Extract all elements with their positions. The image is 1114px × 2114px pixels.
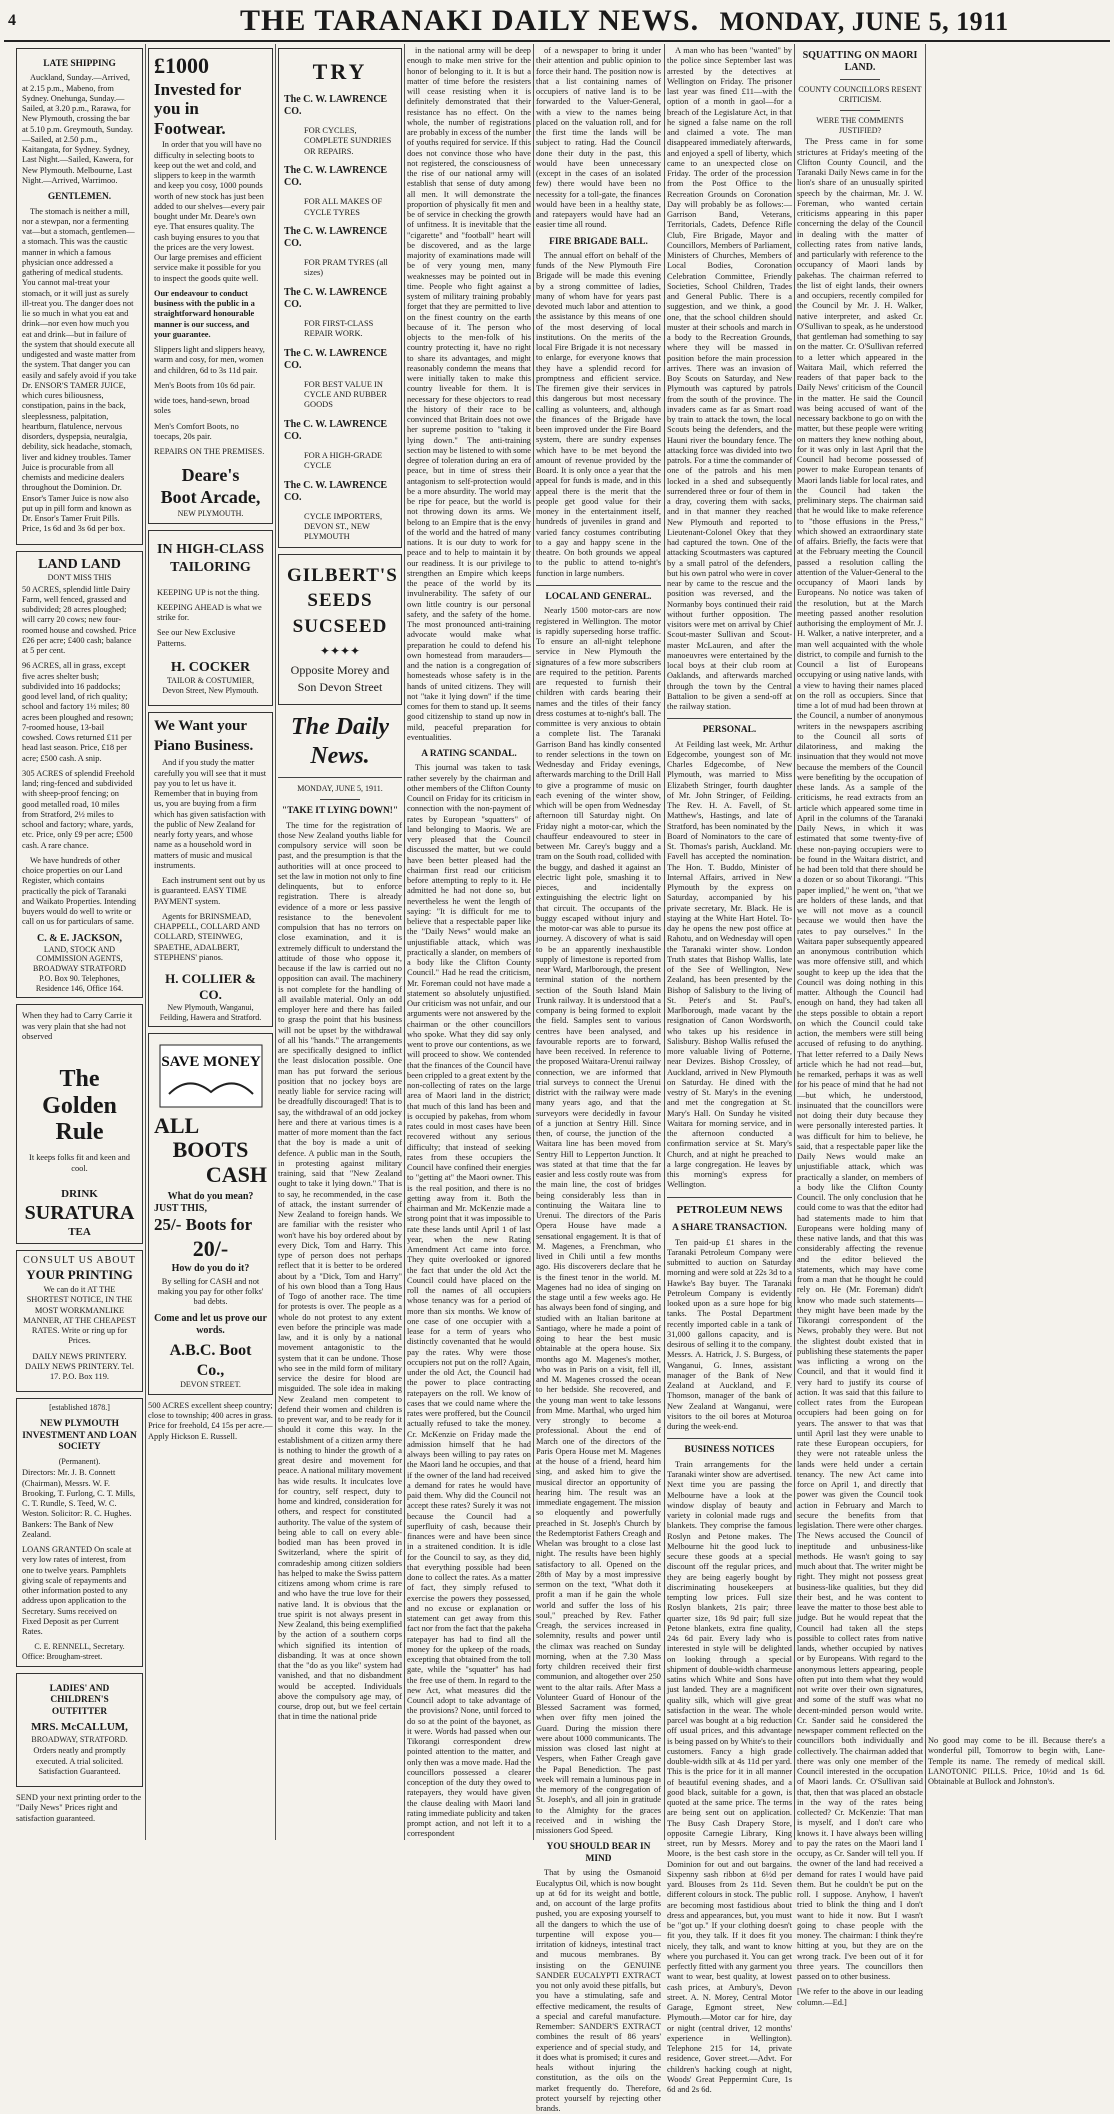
section-rule <box>667 1438 792 1439</box>
lawrence-entry <box>284 287 396 340</box>
tailoring-heading: IN HIGH-CLASS TAILORING <box>157 542 264 576</box>
lawrence-offer: CYCLE IMPORTERS, DEVON ST., NEW PLYMOUTH <box>304 511 383 542</box>
footwear-headline: £1000 <box>154 53 209 78</box>
column-1 <box>16 44 143 1840</box>
column-2 <box>148 44 273 1840</box>
lawrence-list <box>284 94 396 543</box>
price-20-text: 20/- <box>192 1235 229 1261</box>
personal-text: At Feilding last week, Mr. Arthur Edgecombe, youngest son of Mr. Charles Edgecombe, of New Plymouth, was married to Miss Elizabeth Stringer, fourth daughter of Mr. John Stringer, of Feilding. The Rev. H. A. Favell, of St. Matthew's, Hastings, and late of Stratford, has been nominated by the Board of Nominators to the care of St. Thomas's parish, Auckland. Mr. Favell has accepted the nomination. The Hon. T. Buddo, Minister of Internal Affairs, arrived in New Plymouth by the express on Saturday, accompanied by his private secretary, Mr. Black. He is staying at the White Hart Hotel. To-day he opens the new post office at Rahotu, and on Wednesday will open the Taranaki winter show. London Truth states that Bishop Wallis, late of the See of Wellington, New Zealand, has been presented by the Bishop of Salisbury to the living of St. Peter's and St. Paul's, Marlborough, made vacant by the resignation of Canon Wordsworth, who takes up his residence in Salisbury. Bishop Wallis refused the more valuable living of Potterne, near Devizes. Bishop Crossley, of Auckland, arrived in New Plymouth on Saturday. He dined with the vestry of St. Mary's in the evening and met the congregation at St. Mary's Hall. On Sunday he visited Waitara for morning service, and in the afternoon conducted a confirmation service at St. Mary's Church, and at night he preached to a large congregation. He leaves by this morning's express for Wellington. <box>667 739 792 1190</box>
try-heading: TRY <box>312 59 368 84</box>
golden-rule-heading: The Golden Rule <box>42 1066 117 1145</box>
lawrence-entry <box>284 348 396 411</box>
just-text: JUST THIS, <box>154 1203 207 1215</box>
squatting-subheading-2: WERE THE COMMENTS JUSTIFIED? <box>816 115 904 135</box>
sheep-country-text: 500 ACRES excellent sheep country; close to township; 400 acres in grass. Price for freehold, £4 15s per acre.—Apply Hickson E. Russell. <box>148 1400 273 1441</box>
cocker-name: H. COCKER <box>170 659 251 675</box>
footwear-widetoes: wide toes, hand-sewn, broad soles <box>154 396 250 416</box>
lawrence-offer: FOR CYCLES, COMPLETE SUNDRIES OR REPAIRS. <box>304 126 392 156</box>
lawrence-entry <box>284 94 396 157</box>
column-rule <box>145 44 146 1840</box>
column-8 <box>928 44 1105 1840</box>
boots-heading: BOOTS <box>172 1137 249 1163</box>
editor-note: [We refer to the above in our leading column.—Ed.] <box>797 1987 923 2007</box>
bear-in-mind-text: That by using the Osmanoid Eucalyptus Oil, which is now bought up at 6d for its weight and bottle, and, on account of the large profits pushed, you are exposing yourself to all the dangers to which the use of turpentine will expose you—irritation of kidneys, intestinal tract and mucous membranes. By insisting on the GENUINE SANDER EUCALYPTI EXTRACT you not only avoid these pitfalls, but you have a stimulating, safe and effective medicament, the results of a special and careful manufacture. Remember: SANDER'S EXTRACT combines the result of 86 years' experience and of special study, and it does what is promised; it cures and heals without injuring the constitution, as the oils on the market frequently do. Therefore, protect yourself by rejecting other brands. <box>536 1868 661 2114</box>
mccallum-address: BROADWAY, STRATFORD. <box>31 1734 128 1744</box>
investment-heading: NEW PLYMOUTH INVESTMENT AND LOAN SOCIETY <box>22 1419 137 1453</box>
shipping-heading: LATE SHIPPING <box>43 59 116 69</box>
column-3 <box>278 44 402 1840</box>
arcade-heading: Boot Arcade, <box>160 487 261 508</box>
printing-advert <box>16 1250 143 1392</box>
masthead-title <box>240 4 1009 38</box>
page-number: 4 <box>8 12 16 29</box>
lawrence-company: The C. W. LAWRENCE CO. <box>284 225 388 250</box>
seeds-advert <box>278 554 402 705</box>
come-in-text: Come and let us prove our words. <box>154 1312 267 1336</box>
title-rule <box>278 777 402 778</box>
land-advert <box>16 551 143 999</box>
piano-text: And if you study the matter carefully you will see that it must pay you to let us have it. Remember that in buying from us, you are buying from a firm which has given satisfaction with the public of New Zealand for nearly forty years, and whose name as a household word in matters of music and musical instruments. <box>154 758 267 870</box>
seeds-ornament: ✦✦✦✦ <box>319 643 361 658</box>
lawrence-offer: FOR A HIGH-GRADE CYCLE <box>304 451 383 471</box>
land-subheading: DON'T MISS THIS <box>47 572 112 582</box>
loans-text: LOANS GRANTED On scale at very low rates of interest, from one to twelve years. Pamphlets giving scale of repayments and other information posted to any address upon application to the Secretary. Sums received on Fixed Deposit as per Current Rates. <box>22 1545 132 1637</box>
land-50-acres: 50 ACRES, splendid little Dairy Farm, well fenced, grassed and subdivided; 28 acres ploughed; will carry 20 cows; new four-roomed house and cowshed. Price £26 per acre; £400 cash; balance at 5 per cent. <box>22 584 137 656</box>
column-rule <box>404 44 405 1840</box>
footwear-advert <box>148 48 273 524</box>
what-text: What do you mean? <box>167 1190 254 1202</box>
carrie-text: When they had to Carry Carrie it was very plain that she had not observed <box>22 1011 133 1041</box>
fire-brigade-heading: FIRE BRIGADE BALL. <box>549 236 648 247</box>
printery-text: DAILY NEWS PRINTERY. DAILY NEWS PRINTERY. Tel. 17. P.O. Box 119. <box>25 1351 134 1382</box>
golden-rule-sub: It keeps folks fit and keen and cool. <box>29 1153 130 1173</box>
lawrence-entry <box>284 419 396 472</box>
lanotonic-advert: No good may come to be ill. Because there's a wonderful pill, Tomorrow to begin with, Lane-Temple its name. The remedy of medical skill. LANOTONIC PILLS. Price, 10½d and 1s 6d. Obtainable at Bullock and Johnston's. <box>928 1736 1105 1786</box>
land-96-acres: 96 ACRES, all in grass, except five acres shelter bush; subdivided into 16 paddocks; good level land, of rich quality; school and factory 1½ miles; 80 acres been ploughed and resown; 7-roomed house, 13-bail cowshed. Cows returned £11 per head last season. Price, £18 per acre; £500 cash. A snip. <box>22 661 134 763</box>
seeds-location: Opposite Morey and Son Devon Street <box>290 663 390 695</box>
dateline: MONDAY, JUNE 5, 1911. <box>297 784 383 794</box>
patterns-text: See our New Exclusive Patterns. <box>157 628 236 648</box>
price-25-text: 25/- Boots for <box>154 1215 253 1235</box>
editorial-continued-text: in the national army will be deep enough to make men strive for the honor of belonging to it. It is but a matter of time before the resisters will cease resisting when it is definitely demonstrated that their resistance has no effect. On the whole, the number of registrations are probably in excess of the number of youths required for service. If this does not convince those who have not registered, the consciousness of the rise of our national army will establish that sense of duty among all men. It will demonstrate the proportion of physically fit men and be of service in checking the growth of unfitness. It is inevitable that the "cigarette" and "football" heart will be discovered, and as the large majority of examinations made will be of very young men, many weaknesses may be pointed out in time. People who fight against a system of military training probably forget that they are permitted to live on the finest country on the earth because of it. The person who objects to the men-folk of his country protecting it, have no right to share its advantages, and might reasonably condemn the means that were initially taken to make this country liveable for them. It is necessary for these objectors to read the history of their race to be convinced that Britain does not owe her supreme position to "taking it lying down." The anti-training section may be listened to with some degree of toleration during an era of peace, but in time of stress their antagonism to self-protection would be a more absurdity. The world may be ripe for peace, but the world is not throwing down its arms. We belong to an Empire that is the envy of the world and the hatred of many nations. It is our duty to work for peace and to help to maintain it by our readiness. It is our privilege to strengthen an Empire which keeps the peace of the world by its invulnerability. The safety of our own little country is our personal safety, and the safety of the home. The most pronounced anti-training advocate would make what preparation he could to defend his own homestead from marauders—and the nation is a congregation of homesteads whose safety is in the hands of united citizens. They will not "take it lying down" if the time comes for them to stand up. It seems good citizenship to stand up now in mild, peaceful preparation for eventualities. <box>407 46 531 742</box>
seeds-heading: GILBERT'S SEEDS SUCSEED <box>287 564 398 637</box>
lawrence-offer: FOR ALL MAKES OF CYCLE TYRES <box>304 197 383 217</box>
column-rule <box>533 44 534 1840</box>
mccallum-text: Orders neatly and promptly executed. A trial solicited. Satisfaction Guaranteed. <box>33 1746 126 1776</box>
jackson-name: C. & E. JACKSON, <box>36 932 122 944</box>
drink-label: DRINK <box>61 1187 98 1200</box>
agents-text: Agents for BRINSMEAD, CHAPPELL, COLLARD AND COLLARD, STEINWEG, SPAETHE, ADALBERT, STEPHENS' pianos. <box>154 911 260 962</box>
daily-news-title: The Daily News. <box>291 713 389 770</box>
deare-heading: Deare's <box>181 465 240 486</box>
lawrence-entry <box>284 165 396 218</box>
business-notices-text: Train arrangements for the Taranaki winter show are advertised. Next time you are passing the Melbourne have a look at the window display of beauty and variety in colonial made rugs and blankets. They comprise the famous Roslyn and Petone makes. The Melbourne hit the good luck to secure these goods at a special discount off the regular prices, and they are being eagerly bought by discriminating housekeepers at tempting low prices. Full size Roslyn blankets, 21s pair; three quarter size, 18s 9d pair; full size Petone blankets, extra fine quality, 24s 6d pair. Every lady who is interested in style will be delighted on looking through a special shipment of double-width charmeuse satins which White and Sons have just landed. They are a magnificent quality silk, which will give great satisfaction in the wear. The whole parcel was bought at a big reduction off usual prices, and this advantage is being passed on by White's to their customers. Fancy a high grade double-width silk at 4s 11d per yard. This is the price for it in all manner of beautiful evening shades, and a good black, suitable for a gown, is quoted at the same price. The terms are being sent out on application. The Busy Cash Drapery Store, opposite Carnegie Library, King street, run by Messrs. Morey and Moore, is the best cash store in the Dominion for out and out bargains. Sixpenny sash ribbon at 6½d per yard. Blouses from 2s 11d. Seven different colours in stock. The public are becoming most fastidious about dress and appearances, but, you must be "got up." If your clothing doesn't fit you, they talk. If it does fit you nicely, they talk, and want to know where you purchased it. You can get perfectly fitted with any garment you want to wear, best quality, at lowest cash prices, at Ambury's, Devon street. A. N. Morey, Central Motor Garage, Egmont street, New Plymouth.—Motor car for hire, day or night (central driver, 12 months' experience in Wellington). Telephone 215 for 14, private residence, Gover street.—Advt. For children's hacking cough at night, Woods' Great Peppermint Cure, 1s 6d and 2s 6d. <box>667 1459 792 2095</box>
abc-address: DEVON STREET. <box>180 1380 241 1390</box>
piano-advert <box>148 712 273 1027</box>
column-5 <box>536 44 661 2114</box>
collier-address: New Plymouth, Wanganui, Feilding, Hawera and Stratford. <box>159 1002 262 1022</box>
section-rule <box>667 1197 792 1198</box>
save-money-text: SAVE MONEY <box>160 1054 261 1071</box>
bear-in-mind-heading: YOU SHOULD BEAR IN MIND <box>546 1842 651 1864</box>
suratura-heading: SURATURA <box>24 1202 135 1225</box>
gentlemen-text: The stomach is neither a mill, nor a stewpan, nor a fermenting vat—but a stomach, gentlemen—a stomach. This was the caustic manner in which a famous physician once addressed a gathering of medical students. You cannot mal-treat your stomach, or it will just as surely ill-treat you. The danger does not lie so much in what you eat and drink—nor even how much you eat and drink—but in failure of the system that should execute all undigested and waste matter from the system. That danger you can easily and safely avoid if you take Dr. ENSOR'S TAMER JUICE, which cures biliousness, constipation, pains in the back, sleeplessness, palpitation, heartburn, flatulence, nervous disorders, dyspepsia, neuralgia, debility, sick headache, stomach, liver and kidney troubles. Tamer Juice is procurable from all chemists and medicine dealers throughout the Dominion. Dr. Ensor's Tamer Juice is now also put up in pill form and known as Dr. Ensor's Tamer Fruit Pills. Price, 1s 6d and 3s 6d per box. <box>22 206 137 534</box>
outfitter-heading: LADIES' AND CHILDREN'S OUTFITTER <box>49 1683 110 1717</box>
section-rule <box>536 585 661 586</box>
editorial-heading: "TAKE IT LYING DOWN!" <box>281 806 399 817</box>
permanent-label: (Permanent). <box>58 1456 101 1466</box>
abc-boot-advert <box>148 1033 273 1395</box>
column-4 <box>407 44 531 1840</box>
local-general-heading: LOCAL AND GENERAL. <box>545 591 652 602</box>
rating-heading: A RATING SCANDAL. <box>421 749 517 759</box>
rating-continued-text: of a newspaper to bring it under their attention and public opinion to force their hand. The position now is that a list containing names of occupiers of native land is to be forwarded to the Valuer-General, with a view to the names being placed on the valuation roll, and for the first time the lands will be subject to rating. Had the Council done their duty in the past, this would have been unnecessary (except in the cases of an isolated few) there would have been no necessity for a toll-gate, the finances would have been in a healthy state, and ratepayers would have had an easier time all round. <box>536 46 661 230</box>
lawrence-offer: FOR FIRST-CLASS REPAIR WORK. <box>304 319 374 339</box>
jackson-address: BROADWAY STRATFORD <box>33 964 126 974</box>
column-rule <box>794 44 795 1840</box>
lawrence-company: The C. W. LAWRENCE CO. <box>284 347 388 371</box>
tea-label: TEA <box>68 1225 91 1238</box>
abc-name: A.B.C. Boot Co., <box>169 1342 252 1379</box>
masthead-date: MONDAY, JUNE 5, 1911 <box>719 7 1009 36</box>
petroleum-text: Ten paid-up £1 shares in the Taranaki Petroleum Company were submitted to auction on Saturday morning and were sold at 22s 3d to a Hawke's Bay buyer. The Taranaki Petroleum Company is evidently looked upon as a sure hope for big tanks. The Postal Department recently imported cable in a tank of 31,000 gallons capacity, and is desirous of selling it to the company. Messrs. A. Hatrick, J. S. Burgess, of Wanganui, G. Innes, assistant manager of the Bank of New Zealand at Auckland, and F. Thomson, manager of the bank of New Zealand at Wanganui, were visitors to the oil bores at Moturoa during the week-end. <box>667 1237 792 1432</box>
shipping-notice <box>16 48 143 545</box>
consult-heading: CONSULT US ABOUT <box>23 1255 136 1267</box>
cash-sell-text: By selling for CASH and not making you pay for other folks' bad debts. <box>157 1276 264 1307</box>
blank-space <box>928 44 1105 1734</box>
heading-rule <box>840 79 880 80</box>
squatting-subheading-1: COUNTY COUNCILLORS RESENT CRITICISM. <box>798 85 922 105</box>
directors-text: Directors: Mr. J. B. Connett (Chairman), Messrs. W. F. Brooking, T. Furlong, C. T. Mills, C. T. Rundle, S. Teed, W. C. Weston. Solicitor: R. C. Hughes. Bankers: The Bank of New Zealand. <box>22 1468 136 1539</box>
piano-heading: We Want your Piano Business. <box>154 718 254 754</box>
column-rule <box>275 44 276 1840</box>
gentlemen-heading: GENTLEMEN. <box>47 192 112 203</box>
printing-heading: YOUR PRINTING <box>26 1267 133 1283</box>
cocker-sub: TAILOR & COSTUMIER, <box>166 675 255 685</box>
section-rule <box>667 718 792 719</box>
office-address: Office: Brougham-street. <box>22 1652 103 1662</box>
lawrence-offer: FOR BEST VALUE IN CYCLE AND RUBBER GOODS <box>304 379 387 410</box>
all-heading: ALL <box>154 1113 200 1139</box>
how-text: How do you do it? <box>171 1262 250 1274</box>
shipping-text: Auckland, Sunday.—Arrived, at 2.15 p.m., Mabeno, from Sydney. Onehunga, Sunday.—Sailed, at 3.20 p.m., Rarawa, for New Plymouth, crossing the bar at 5.10 p.m. Greymouth, Sunday.—Sailed, at 2.50 p.m., Kaitangata, for Sydney. Sydney, Last Night.—Sailed, Kawera, for New Plymouth. Melbourne, Last Night.—Arrived, Warrimoo. <box>22 73 134 185</box>
masthead <box>0 0 1114 40</box>
tailoring-advert <box>148 530 273 706</box>
local-general-text: Nearly 1500 motor-cars are now registered in Wellington. The motor is rapidly superseding horse traffic. To ensure an all-night telephone service in New Plymouth the signatures of a few more subscribers are required to the petition. Parents are requested to furnish their children with cards bearing their names and the titles of their fancy dress costumes at to-night's ball. The committee is very anxious to obtain a complete list. The Taranaki Garrison Band has kindly consented to render selections in the town on Wednesday and Friday evenings, afterwards marching to the Drill Hall to give a programme of music on each evening of the winter show, which will be open from Wednesday afternoon till Saturday night. On Friday night a motor-car, which the chauffeur endeavoured to steer in between Mr. Carey's buggy and a tram on the South road, collided with the buggy, and dashed it against an electric light pole, smashing it to pieces, and incidentally extinguishing the electric light on that circuit. The occupants of the buggy escaped without injury and the motor-car was able to pursue its journey. A discovery of what is said to be an apparently inexhaustible supply of limestone is reported from near Ward, Marlborough, the present terminal station of the northern section of the South Island Main Trunk railway. It is understood that a company is being formed to exploit the field. Samples sent to various centres have been analysed, and favourable reports are to forward, have been received. In reference to the proposed Waitara-Urenui railway connection, we are informed that trial surveys to connect the Urenui district with the railway were made many years ago, and that the surveyors were decidedly in favour of a junction at Sentry Hill. Since then, of course, the junction of the Waitara line has been moved from Sentry Hill to Lepperton Junction. It was stated at that time that the far easier and less costly route was from the main line, the cost of bridges being considerably less than in continuing the Waitara line to Urenui. The directors of the Paris Opera House have made a sensational engagement. It is that of M. Magenes, a Frenchman, who lived in Chili until a few months ago. His discoverers declare that he is the finest tenor in the world. M. Magenes had no idea of singing on the stage until a few weeks ago. He has always been fond of singing, and studied with an Italian baritone at Santiago, where he made a point of going to hear the best music obtainable at the opera house. Six months ago M. Magenes's mother, who was in Paris on a visit, fell ill, and M. Magenes crossed the ocean to her bedside. She recovered, and the young man went to take lessons from Mme. Marthal, who urged him very strongly to become a professional. About the end of March one of the directors of the Paris Opera House met M. Magenes at the house of a friend, heard him sing, and asked him to give the musical director an opportunity of hearing him. The result was an immediate engagement. The mission so eloquently and powerfully preached in St. Joseph's Church by the Redemptorist Fathers Creagh and Whelan was brought to a close last night. The results have been highly satisfactory to all. Opened on the 28th of May by a most impressive sermon on the text, "What doth it profit a man if he gain the whole world and suffer the loss of his soul," preached by Rev. Father Creagh, the services increased in solemnity, results and power until the climax was reached on Sunday morning, when at the 7.30 Mass forty children received their first communion, and altogether over 250 went to the altar rails. After Mass a Volunteer Guard of Honour of the Blessed Sacrament was formed, when over fifty men joined the Guard. During the mission there were about 1000 communicants. The mission was closed last night at Vespers, when Father Creagh gave the Papal Benediction. The past week will remain a luminous page in the memory of the congregation of St. Joseph's, and all join in gratitude to the Almighty for the graces received and in wishing the missioners God Speed. <box>536 606 661 1836</box>
instrument-text: Each instrument sent out by us is guaranteed. EASY TIME PAYMENT system. <box>154 876 266 906</box>
send-order-text: SEND your next printing order to the "Daily News" Prices right and satisfaction guaranteed. <box>16 1793 142 1823</box>
land-heading: LAND LAND <box>38 556 121 572</box>
lawrence-company: The C. W. LAWRENCE CO. <box>284 479 388 503</box>
footwear-comfort: Men's Comfort Boots, no toecaps, 20s pair. <box>154 421 239 441</box>
land-more-text: We have hundreds of other choice properties on our Land Register, which contains practically the pick of Taranaki and Waikato Properties. Intending buyers would do well to write or call on us for particulars of same. <box>22 855 137 927</box>
footwear-repairs: REPAIRS ON THE PREMISES. <box>154 447 265 457</box>
golden-rule-advert <box>16 1004 143 1244</box>
lawrence-offer: FOR PRAM TYRES (all sizes) <box>304 258 388 278</box>
fire-brigade-text: The annual effort on behalf of the funds of the New Plymouth Fire Brigade will be made this evening by a strong committee of ladies, many of whom have for years past devoted much labor and attention to the assistance by this means of one of the most deserving of local institutions. On the merits of the local Fire Brigade it is not necessary to enlarge, for everyone knows that they have a splendid record for promptness and efficient service. The firemen give their services in this dangerous but most necessary calling as volunteers, and, although the finances of the Brigade have been improved under the Fire Board system, there are sundry expenses which have to be met beyond the amount of revenue provided by the Board. It is only once a year that the appeal for funds is made, and in this appeal there is the merit that the people get good value for their money in the entertainment itself, hundreds of juveniles in grand and varied fancy costumes contributing to a gay and happy scene in the theatre. On both grounds we appeal to the public to attend to-night's function in large numbers. <box>536 250 661 578</box>
lawrence-entry <box>284 480 396 543</box>
share-heading: A SHARE TRANSACTION. <box>672 1223 787 1234</box>
business-notices-heading: BUSINESS NOTICES <box>684 1445 775 1456</box>
dateline-rule <box>320 799 360 800</box>
footwear-endeavour: Our endeavour to conduct business with the public in a straightforward honourable manner is our success, and your guarantee. <box>154 288 255 339</box>
heading-rule <box>840 110 880 111</box>
column-rule <box>664 44 665 1840</box>
established-label: [established 1878.] <box>49 1403 110 1413</box>
investment-advert <box>16 1398 143 1666</box>
deare-location: NEW PLYMOUTH. <box>177 509 244 519</box>
jackson-po: P.O. Box 90. Telephones, Residence 146, Office 164. <box>35 973 124 993</box>
save-money-graphic <box>159 1044 263 1108</box>
lawrence-company: The C. W. LAWRENCE CO. <box>284 418 388 442</box>
lawrence-company: The C. W. LAWRENCE CO. <box>284 164 388 189</box>
keeping-ahead-text: KEEPING AHEAD is what we strike for. <box>157 602 262 622</box>
footwear-slippers: Slippers light and slippers heavy, warm and cosy, for men, women and children, 6d to 3s 11d pair. <box>154 345 265 375</box>
column-7 <box>797 44 923 2007</box>
land-305-acres: 305 ACRES of splendid Freehold land; ring-fenced and subdivided with sheep-proof fencing; on good metalled road, 10 miles from Stratford, 2½ miles to school and factory; whare, yards, etc. Price, only £9 per acre; £500 cash. A rare chance. <box>22 768 135 850</box>
newspaper-title: THE TARANAKI DAILY NEWS. <box>240 4 700 37</box>
footwear-mens: Men's Boots from 10s 6d pair. <box>154 380 256 390</box>
lawrence-company: The C. W. LAWRENCE CO. <box>284 93 388 118</box>
personal-heading: PERSONAL. <box>702 725 757 736</box>
cash-heading: CASH <box>205 1161 267 1187</box>
squatting-heading: SQUATTING ON MAORI LAND. <box>802 50 918 74</box>
printing-text: We can do it AT THE SHORTEST NOTICE, IN THE MOST WORKMANLIKE MANNER, AT THE CHEAPEST RATES. Write or ring up for Prices. <box>23 1285 136 1346</box>
editorial-text: The time for the registration of those New Zealand youths liable for compulsory service will soon be past, and the presumption is that the authorities will at once proceed to set the law in motion not only to fine delinquents, but to enforce registration. There is already evidence of a more or less passive resistance to the benevolent compulsion that has no terrors on close examination, and it is extremely difficult to understand the attitude of those who oppose it, because if the law is carried out no opposition can avail. The machinery is not complete for the handling of all available material. Only an odd employer here and there has failed to grasp the point that his business will not be upset by the withdrawal of all his "hands." The arrangements are specifically designed to inflict the least dislocation possible. One man has put forward the serious position that no jockey boys are neatly liable for service racing will be dreadfully discouraged! That is to say, the withdrawal of an odd jockey here and there at various times is a matter of more moment than the fact that the boy is made a unit of defence. A public man in the South, in protesting against military training, said that "New Zealand ought to take it lying down." That is to say, he recommended, in the case of attack, the instant surrender of New Zealand to foreign hands. We are familiar with the resister who won't have his boy ordered about by every Dick, Tom and Harry. This type of person does not perhaps reflect that it is better to be ordered about by a "Dick, Tom and Harry" of his own blood than a Tong Haus of Togo of another race. The time for protests is over. The people as a whole do not protest to any extent even before the principle was made law, and it is only by a national movement antagonistic to the system that it can be undone. Those who see in the mild form of military service the desire for blood are misguided. The sole idea in making New Zealand men competent to defend their women and children is to prevent war, and to be ready for it should it come this way. In the establishment of a citizen army there is nothing to hinder the growth of a great desire and movement for peace. A national military movement has wide results. It inculcates love for country, self respect, duty to home and kindred, consideration for others, and respect for constituted authority. The value of the system of being able to call on every able-bodied man has been proved in Switzerland, where the spirit of comradeship among citizen soldiers has helped to make the Swiss pattern citizens among whom crime is rare and who have the true love for their native land. It is obvious that the true spirit is not always present in New Zealand, this being exemplified by the action of a southern corps which signified its intention of disbanding. It was at once shown that the "do as you like" system had vanished, and that no disbandment would be accepted. Individuals above the compulsory age may, of course, drop out, but we feel certain that in time the national pride <box>278 820 402 1722</box>
cocker-address: Devon Street, New Plymouth. <box>162 685 259 695</box>
jackson-sub: LAND, STOCK AND COMMISSION AGENTS, <box>36 944 123 964</box>
masthead-rule <box>4 40 1110 42</box>
secretary-name: C. E. RENNELL, Secretary. <box>34 1642 125 1652</box>
footwear-body: In order that you will have no difficulty in selecting boots to keep out the wet and cold, and slippers to keep in the warmth and keep you cosy, 1000 pounds worth of new stock has just been added to our shelves—every pair bought under Mr. Deare's own eye. That ensures quality. The cash buying ensures to you that the prices are the very lowest. Our large premises and efficient service make it possible for you to inspect the goods quite well. <box>154 140 265 283</box>
local-continued-text: A man who has been "wanted" by the police since September last was arrested by the detectives at Wellington on Friday. The prisoner last year was fined £11—with the option of a month in gaol—for a breach of the Legislature Act, in that he signed a false name on the roll and claimed a vote. The man disappeared immediately afterwards, and enjoyed a spell of liberty, which came to an unexpected close on Friday. The order of the procession from the Post Office to the Recreation Grounds on Coronation Day will probably be as follows:—Garrison Band, Veterans, Territorials, Cadets, Defence Rifle Club, Fire Brigade, Mayor and Councillors, Members of Parliament, Ministers of Churches, Members of Local Bodies, Coronation Celebration Committee, Friendly Societies, School Children, Trades and General Public. There is a suggestion, and we think, a good one, that the school children should muster at their schools and march in a body to the Recreation Grounds, where they will be massed in position before the main procession arrives. There was an invasion of Boy Scouts on Saturday, and New Plymouth was captured by patrols from the south of the province. The invaders came as far as Smart road by train to attack the town, the local Scouts being the defenders, and the Hauni river the boundary fence. The attacking force was divided into two patrols. For a time the commander of one of the patrols and his men locked in a shed and subsequently surrendered three or four of them in a dray, covering them with sacks, and in that manner they reached New Plymouth and reported to Lieutenant-Colonel Okey that they had captured the town. One of the attacking Scoutmasters was captured by a small patrol of the defenders, but his own patrol who were in cover near by came to the rescue and the position was reversed, and the Normanby boys continued their raid without further opposition. The visitors were met on arrival by Chief Scout-master Sullivan and Scout-master McLauren, and after the manoeuvres were entertained by the local boys at their club room at Oaklands, and afterwards marched through the town by the Central Battalion to be given a send-off at the railway station. <box>667 46 792 711</box>
column-rule <box>925 44 926 1840</box>
keeping-up-text: KEEPING UP is not the thing. <box>157 587 260 597</box>
rating-text: This journal was taken to task rather severely by the chairman and other members of the Clifton County Council on Friday for its criticism in connection with the non-payment of rates by European "squatters" of land belonging to Maoris. We are very pleased that the Council discussed the matter, but we could have been better pleased had the chairman first read our criticism before attempting to reply to it. He admitted he had not done so, but nevertheless he went the length of saying: "It is difficult for me to believe that a respectable paper like the "Daily News" would make an unjustifiable attack, which was practically a slander, on members of a body like the Clifton County Council." Had he read the criticism, Mr. Foreman could not have made a statement so absolutely unjustified. Our criticism was not unfair, and our arguments were not answered by the chairman or the other councillors who spoke. What they did say only went to prove our contentions, as we will proceed to show. We contended that the finances of the Council have been crippled to a great extent by the non-collecting of rates on the large area of Maori land in the district; that much of this land has been and is occupied by pakehas, from whom rates could in most cases have been recovered without any serious difficulty; that instead of seeking rates from these occupiers the Council have confined their energies to "getting at" the Maori owner. This is the real position, and there is no getting away from it. Both the chairman and Mr. McKenzie made a strong point that it was impossible to rate these lands until April 1 of last year, when the new Rating Amendment Act came into force. They quite overlooked or ignored the fact that under the old Act the Council could have placed on the roll the names of all occupiers whose tenancy was for a period of more than six months. We know of one case of one occupier with a lease for a term of years who distinctly covenanted that he would pay the rates. Why were those occupiers not put on the roll? Again, under the old Act, the Council had the power to place contracting ratepayers on the roll. We know of cases that we could name where the rates were proffered, but the Council actually refused to take the money. Cr. McKenzie on Friday made the admission himself that he had always been willing to pay rates on the Maori land he occupies, and that if the owner of the land had received a demand for rates he would have paid them. Why did the Council not accept these rates? Surely it was not because the Council had a superfluity of cash, because their finances were and have been since in a straitened condition. It is idle for the Council to say, as they did, that everything possible had been done to collect the rates. As a matter of fact, they simply refused to exercise the powers they possessed, and no excuse or explanation or statement can get away from this fact nor from the fact that the pakeha ratepayer has had to find all the money for the upkeep of the roads, excepting that obtained from the toll gate, while the "squatter" has had the free use of them. In regard to the new Act, what measures did the Council adopt to take advantage of the provisions? None, until forced to do so at the point of the bayonet, as it were. Words had passed when our Tikorangi correspondent drew pointed attention to the matter, and only then was a move made. Had the councillors possessed a clearer conception of the duty they owed to ratepayers, they would have given the clause dealing with Maori land rating immediate publicity and taken prompt action, and not left it to a correspondent <box>407 763 531 1839</box>
outfitter-advert <box>16 1673 143 1787</box>
lawrence-advert <box>278 48 402 548</box>
lawrence-company: The C. W. LAWRENCE CO. <box>284 286 388 310</box>
lawrence-entry <box>284 226 396 279</box>
footwear-subheadline: Invested for you in Footwear. <box>154 79 242 138</box>
petroleum-heading: PETROLEUM NEWS <box>676 1203 783 1216</box>
squatting-text: The Press came in for some strictures at Friday's meeting of the Clifton County Council, and the Taranaki Daily News came in for the lion's share of an unusually spirited speech by the chairman, Mr. J. W. Foreman, who wanted certain criticisms appearing in this paper concerning the delay of the Council in dealing with the matter of collecting rates from native lands, and particularly with reference to the occupancy of Maori lands by pakehas. The chairman referred to the list of eight lands, their owners and occupiers, recently compiled for the Council by Mr. J. H. Walker, native interpreter, and asked Cr. O'Sullivan to speak, as he understood that gentleman had something to say on the matter. Cr. O'Sullivan referred to a letter which appeared in the Waitara Mail, which referred the readers of that paper back to the Daily News' criticism of the Council in the matter. He said the Council was being accused of want of the necessary backbone to go on with the matter, but these people were writing on matters they knew nothing about, for it was only in last April that the Council had become possessed of power to make European tenants of Maori lands liable for local rates, and the Council had taken the preliminary steps. The chairman said that he would like to make reference to "those effusions in the Press," which showed an extraordinary state of affairs. Briefly, the facts were that at the February meeting the Council passed a resolution calling the attention of the Valuer-General to the occupancy of Maori lands by Europeans. No notice was taken of the resolution, but at the March meeting passed another resolution authorising the employment of Mr. J. H. Walker, a native interpreter, and a man well acquainted with the whole district, to compile and furnish to the Council a list of Europeans occupying or using native lands, with a view to having their names placed on the roll as occupiers. Since that time a lot of mud had been thrown at the Council, a number of anonymous writers in the newspapers ascribing to the Council all sorts of dilatoriness, and making the insinuation that they would not move because the members of the Council were benefiting by the occupation of these lands. As a sample of the criticisms, he read extracts from an article which appeared some time in April in the columns of the Taranaki Daily News, in which it was estimated that some twenty-five of these non-paying occupiers were to be found in the Waitara district, and he had been told that there should be a dozen or so about Tikorangi. "This paper implied," he went on, "that we are holders of these lands, and that we will not move as a council because we would then have the rates to pay ourselves." In the Waitara paper subsequently appeared an anonymous contribution which was more offensive still, and which sought to keep up the idea that the Council was doing nothing in this matter. Although the Council had enough on hand, they had taken all the steps possible to obtain a report on which the Council could take action, the members were still being accused of refusing to do anything. That letter referred to a Daily News article which he had not read—but, he remarked, perhaps it was as well for his peace of mind that he had not—but which, he understood, insinuated that the councillors were not doing their duty because they were personally interested parties. It was difficult for him to believe, he said, that a respectable paper like the Daily News would make an unjustifiable attack, which was practically a slander, on members of a body like the Clifton County Council. The only conclusion that he could come to was that the editor had had statements made to him that Europeans were holding many of these native lands, and that this was considerably affecting the revenue and the editor believed the statements, which may have come from a man that he thought he could rely on. He (Mr. Foreman) didn't know who made such statements—they might have been made by the Tikorangi correspondent of the News, probably they were. But not the slightest doubt existed that in publishing these statements the paper was inflicting a wrong on the Council, and that it would find it very hard to justify its course of action. It was said that this failure to collect rates from the European occupiers had been going on for years. The answer to that was that until April last they were unable to rate these European occupiers, for they were not rateable unless the lands were held under a certain tenancy. The new Act came into force on April 1, and directly that power was given the Council took action in February and March to secure the benefits from that legislation. There were other charges. The News accused the Council of ineptitude and unbusiness-like methods. He wasn't going to say much about that. The writer might be right. They might not possess great business-like qualities, but they did their best, and he was content to leave the matter to those best able to judge. But he would repeat that the Council had taken all the steps possible to collect rates from native lands, whether occupied by natives or by Europeans. With regard to the anonymous letters appearing, people often put into them what they would not write over their own signatures, and some of the stuff was what no decent-minded person would write. Cr. Sander said he considered the newspaper comment reflected on the councillors both individually and collectively. The chairman added that there was only one member of the Council interested in the occupation of Maori lands. Cr. O'Sullivan said that, then that was placed an obstacle in the way of the rates being collected? Cr. McKenzie: That man is myself, and I don't care who knows it. I have always been willing to pay the rates on the Maori land I occupy, as Cr. Sander will tell you. If the owner of the land had received a demand for rates I would have paid them. But he couldn't be put on the roll. I suppose. Anyhow, I haven't tried to blink the thing and I don't want to hide it now. But I wasn't going to chase people with the money. The chairman: I think they're hitting at you, but they are on the wrong track. I've been out of it for three years. The councillors then passed on to other business. <box>797 137 923 1982</box>
column-6 <box>667 44 792 2095</box>
mccallum-name: MRS. McCALLUM, <box>31 1721 128 1734</box>
collier-name: H. COLLIER & CO. <box>165 971 256 1002</box>
